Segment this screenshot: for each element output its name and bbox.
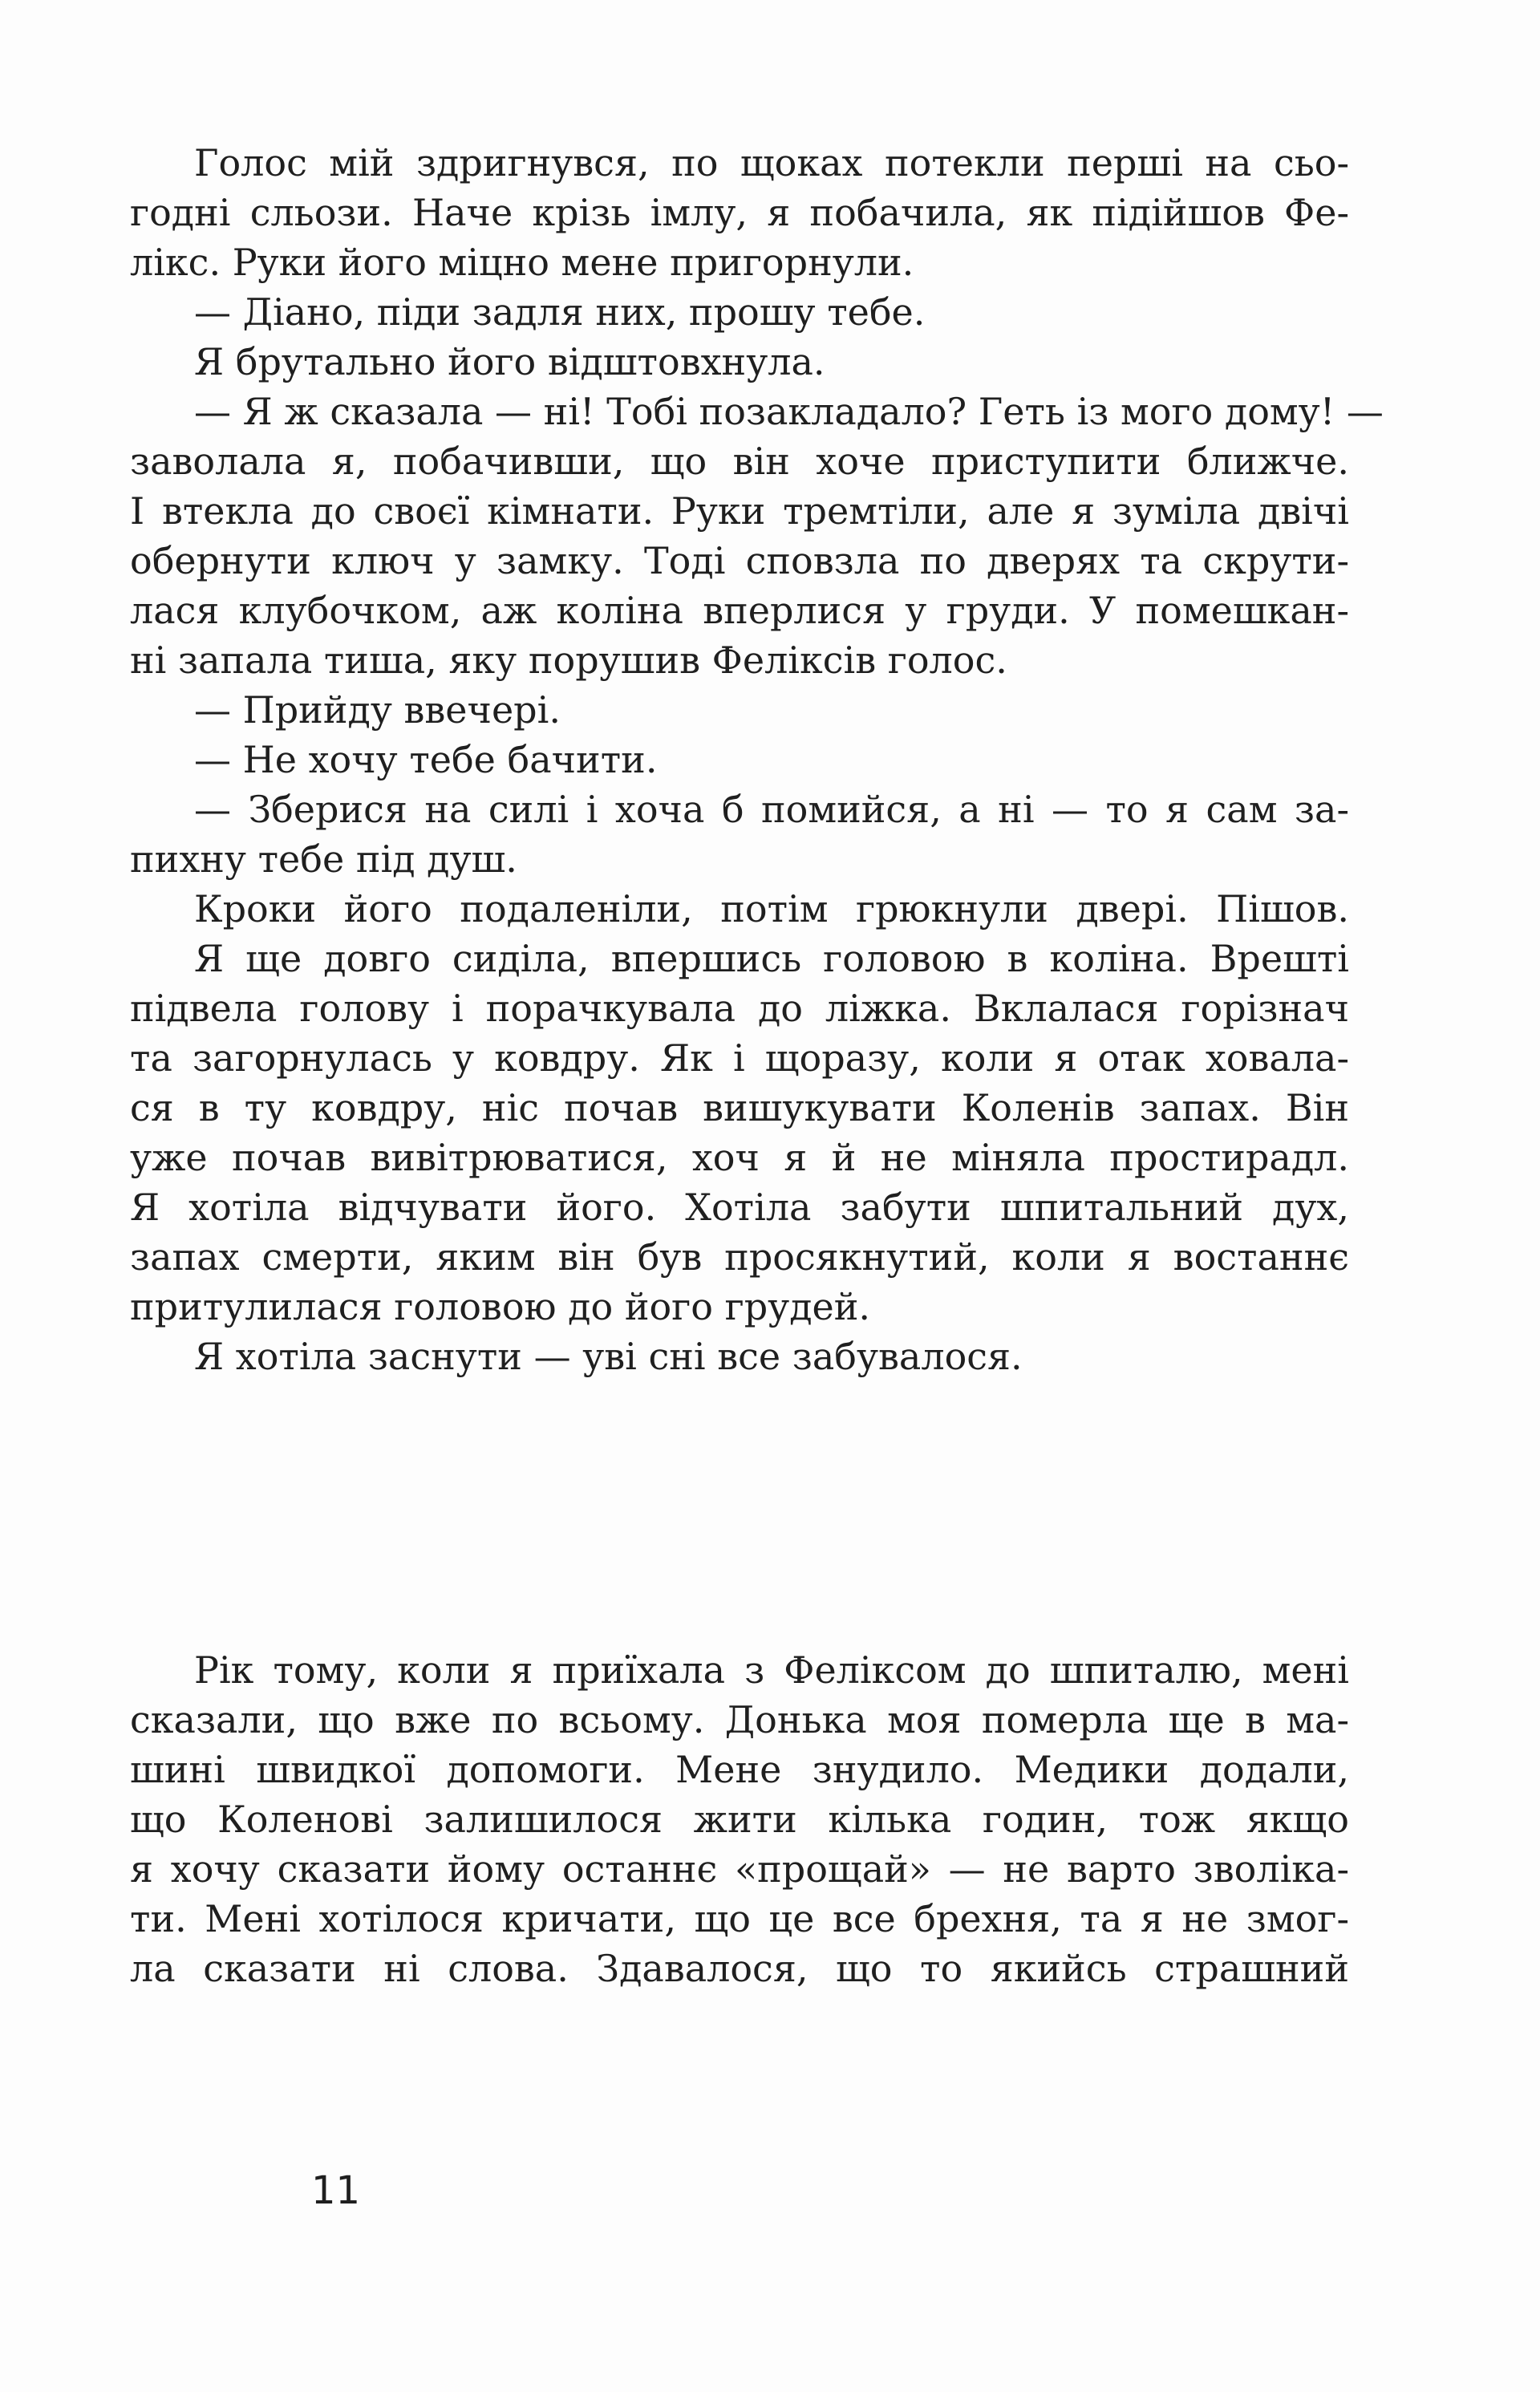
text-line: уже почав вивітрюватися, хоч я й не міняла простирадл. — [130, 1136, 1349, 1179]
text-line: Голос мій здригнувся, по щоках потекли перші на сьо- — [194, 141, 1349, 184]
text-line: Кроки його подаленіли, потім грюкнули двері. Пішов. — [194, 887, 1349, 930]
text-line: я хочу сказати йому останнє «прощай» — не варто зволіка- — [130, 1847, 1349, 1891]
text-line: притулилася головою до його грудей. — [130, 1285, 871, 1328]
text-line: запах смерти, яким він був просякнутий, коли я востаннє — [130, 1235, 1349, 1279]
text-line: ся в ту ковдру, ніс почав вишукувати Коленів запах. Він — [130, 1086, 1349, 1129]
text-line: лася клубочком, аж коліна вперлися у груди. У помешкан- — [130, 589, 1349, 632]
text-line: заволала я, побачивши, що він хоче приступити ближче. — [130, 440, 1349, 483]
text-line: І втекла до своєї кімнати. Руки тремтіли, але я зуміла двічі — [130, 489, 1349, 533]
text-section-1 — [130, 138, 1384, 1381]
text-line: ла сказати ні слова. Здавалося, що то якийсь страшний — [130, 1947, 1349, 1990]
text-line: Рік тому, коли я приїхала з Феліксом до шпиталю, мені — [194, 1648, 1349, 1692]
text-line: що Коленові залишилося жити кілька годин, тож якщо — [130, 1798, 1349, 1841]
text-line: ні запала тиша, яку порушив Феліксів голос. — [130, 639, 1007, 682]
text-line: сказали, що вже по всьому. Донька моя померла ще в ма- — [130, 1698, 1349, 1741]
text-line: — Не хочу тебе бачити. — [194, 738, 658, 781]
text-line: — Я ж сказала — ні! Тобі позакладало? Геть із мого дому! — — [194, 390, 1384, 433]
text-section-2 — [130, 1645, 1349, 1993]
text-line: пихну тебе під душ. — [130, 837, 517, 881]
text-line: Я брутально його відштовхнула. — [194, 340, 825, 383]
text-line: — Діано, піди задля них, прошу тебе. — [194, 290, 926, 334]
text-line: шині швидкої допомоги. Мене знудило. Медики додали, — [130, 1748, 1349, 1791]
text-line: Я хотіла відчувати його. Хотіла забути шпитальний дух, — [130, 1186, 1349, 1229]
page-number: 11 — [311, 2168, 361, 2213]
text-line: годні сльози. Наче крізь імлу, я побачила, як підійшов Фе- — [130, 191, 1349, 234]
text-line: Я ще довго сиділа, впершись головою в коліна. Врешті — [194, 937, 1349, 980]
text-line: Я хотіла заснути — уві сні все забувалося. — [194, 1335, 1023, 1378]
text-line: лікс. Руки його міцно мене пригорнули. — [130, 241, 914, 284]
text-line: підвела голову і порачкувала до ліжка. Вклалася горізнач — [130, 987, 1349, 1030]
text-line: — Зберися на силі і хоча б помийся, а ні — то я сам за- — [194, 788, 1349, 831]
text-line: — Прийду ввечері. — [194, 688, 561, 732]
text-line: обернути ключ у замку. Тоді сповзла по дверях та скрути- — [130, 539, 1349, 582]
text-line: ти. Мені хотілося кричати, що це все брехня, та я не змог- — [130, 1897, 1349, 1940]
text-line: та загорнулась у ковдру. Як і щоразу, коли я отак ховала- — [130, 1036, 1349, 1080]
